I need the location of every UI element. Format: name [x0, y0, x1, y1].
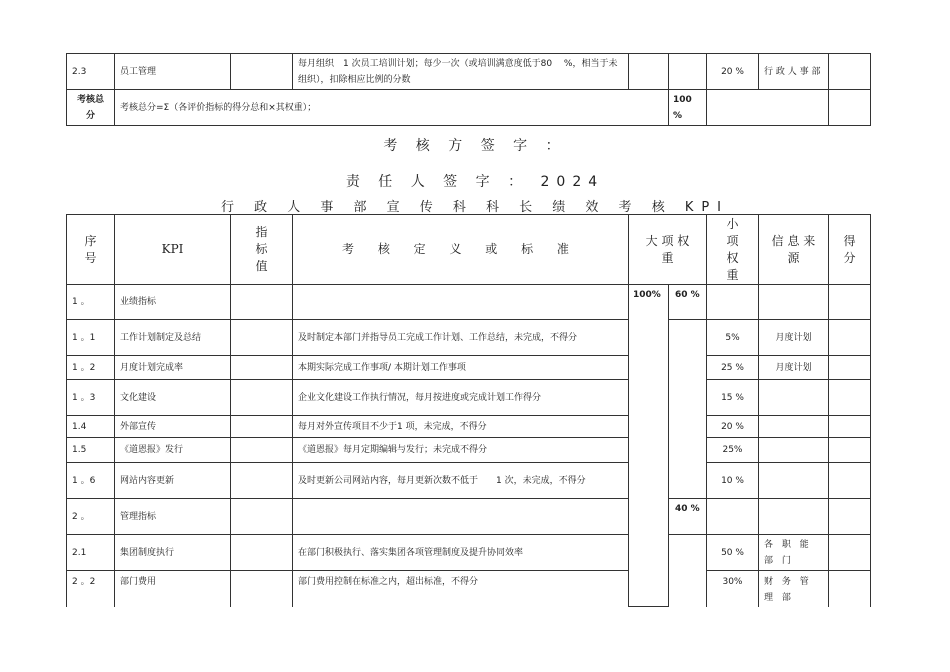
sub-weight: 60 % — [669, 285, 707, 320]
score-cell — [829, 320, 871, 356]
row-number: 2 。 — [67, 499, 115, 535]
kpi-definition: 每月组织 1 次员工培训计划；每少一次（或培训满意度低于80 %，相当于未组织），扣除相应比例的分数 — [293, 54, 629, 90]
kpi-table — [66, 214, 871, 607]
table-row — [67, 499, 871, 535]
sub-weight-blank — [669, 438, 707, 463]
total-row — [67, 90, 871, 126]
header-major-weight: 大 项 权 重 — [629, 215, 707, 285]
kpi-value — [231, 571, 293, 607]
kpi-name: 管理指标 — [115, 499, 231, 535]
kpi-value — [231, 54, 293, 90]
total-weight: 100 % — [669, 90, 707, 126]
row-number: 1 。 — [67, 285, 115, 320]
table-row — [67, 571, 871, 607]
kpi-definition: 及时更新公司网站内容，每月更新次数不低于 1 次，未完成，不得分 — [293, 463, 629, 499]
score-cell — [829, 416, 871, 438]
score-cell — [829, 438, 871, 463]
sub-weight-blank — [669, 356, 707, 380]
kpi-definition: 部门费用控制在标准之内，超出标准，不得分 — [293, 571, 629, 607]
row-number: 2.3 — [67, 54, 115, 90]
kpi-definition: 在部门积极执行、落实集团各项管理制度及提升协同效率 — [293, 535, 629, 571]
kpi-definition — [293, 499, 629, 535]
table-row — [67, 320, 871, 356]
header-source: 信 息 来 源 — [759, 215, 829, 285]
total-blank-1 — [707, 90, 829, 126]
kpi-value — [231, 320, 293, 356]
sub-weight-blank — [669, 380, 707, 416]
info-source — [759, 416, 829, 438]
table-row — [67, 54, 871, 90]
kpi-name: 《道恩报》发行 — [115, 438, 231, 463]
kpi-value — [231, 438, 293, 463]
header-minor-weight: 小项权重 — [707, 215, 759, 285]
info-source: 月度计划 — [759, 356, 829, 380]
row-number: 1.4 — [67, 416, 115, 438]
major-weight — [629, 54, 669, 90]
kpi-name: 网站内容更新 — [115, 463, 231, 499]
kpi-value — [231, 380, 293, 416]
info-source: 财 务 管 理 部 — [759, 571, 829, 607]
row-number: 1.5 — [67, 438, 115, 463]
info-source — [759, 438, 829, 463]
score-cell — [829, 571, 871, 607]
kpi-value — [231, 285, 293, 320]
kpi-name: 外部宣传 — [115, 416, 231, 438]
kpi-definition: 本期实际完成工作事项/ 本期计划工作事项 — [293, 356, 629, 380]
sub-weight-blank — [669, 320, 707, 356]
total-blank-2 — [829, 90, 871, 126]
info-source: 各 职 能 部 门 — [759, 535, 829, 571]
minor-weight: 5% — [707, 320, 759, 356]
table-row — [67, 285, 871, 320]
kpi-definition: 及时制定本部门并指导员工完成工作计划、工作总结，未完成，不得分 — [293, 320, 629, 356]
assessor-signature: 考 核 方 签 字 ： — [383, 138, 567, 154]
kpi-definition: 每月对外宣传项目不少于1 项，未完成，不得分 — [293, 416, 629, 438]
row-number: 2 。2 — [67, 571, 115, 607]
header-score: 得分 — [829, 215, 871, 285]
info-source — [759, 499, 829, 535]
score-cell — [829, 499, 871, 535]
info-source: 月度计划 — [759, 320, 829, 356]
kpi-definition — [293, 285, 629, 320]
minor-weight: 20 % — [707, 54, 759, 90]
sub-weight-blank — [669, 416, 707, 438]
sub-weight-blank — [669, 463, 707, 499]
sub-weight: 40 % — [669, 499, 707, 535]
table-row — [67, 463, 871, 499]
minor-weight: 25% — [707, 438, 759, 463]
kpi-name: 业绩指标 — [115, 285, 231, 320]
major-weight: 100% — [629, 285, 669, 607]
minor-weight: 15 % — [707, 380, 759, 416]
score-cell — [829, 285, 871, 320]
kpi-definition: 企业文化建设工作执行情况，每月按进度或完成计划工作得分 — [293, 380, 629, 416]
kpi-name: 月度计划完成率 — [115, 356, 231, 380]
minor-weight — [707, 499, 759, 535]
row-number: 1 。1 — [67, 320, 115, 356]
sub-weight-blank — [669, 535, 707, 571]
minor-weight: 50 % — [707, 535, 759, 571]
kpi-value — [231, 463, 293, 499]
row-number: 2.1 — [67, 535, 115, 571]
header-row — [67, 215, 871, 285]
score-cell — [829, 535, 871, 571]
kpi-name: 工作计划制定及总结 — [115, 320, 231, 356]
info-source — [759, 463, 829, 499]
minor-weight: 20 % — [707, 416, 759, 438]
score-cell — [829, 380, 871, 416]
table-row — [67, 356, 871, 380]
responsible-signature: 责 任 人 签 字 ： 2024 — [345, 174, 605, 190]
header-definition: 考 核 定 义 或 标 准 — [293, 215, 629, 285]
kpi-value — [231, 356, 293, 380]
info-source: 行 政 人 事 部 — [759, 54, 829, 90]
header-no: 序号 — [67, 215, 115, 285]
info-source — [759, 380, 829, 416]
minor-weight: 30% — [707, 571, 759, 607]
row-number: 1 。3 — [67, 380, 115, 416]
kpi-name: 文化建设 — [115, 380, 231, 416]
score-cell — [829, 463, 871, 499]
total-label: 考核总分 — [67, 90, 115, 126]
kpi-value — [231, 416, 293, 438]
kpi-definition: 《道恩报》每月定期编辑与发行；未完成不得分 — [293, 438, 629, 463]
info-source — [759, 285, 829, 320]
total-formula: 考核总分=Σ（各评价指标的得分总和×其权重）； — [115, 90, 669, 126]
score-cell — [829, 54, 871, 90]
header-kpi: KPI — [115, 215, 231, 285]
major-weight-blank — [669, 54, 707, 90]
row-number: 1 。6 — [67, 463, 115, 499]
minor-weight — [707, 285, 759, 320]
kpi-name: 部门费用 — [115, 571, 231, 607]
kpi-name: 集团制度执行 — [115, 535, 231, 571]
row-number: 1 。2 — [67, 356, 115, 380]
kpi-name: 员工管理 — [115, 54, 231, 90]
table-row — [67, 416, 871, 438]
score-cell — [829, 356, 871, 380]
minor-weight: 10 % — [707, 463, 759, 499]
table-row — [67, 380, 871, 416]
previous-kpi-table — [66, 53, 871, 126]
kpi-value — [231, 535, 293, 571]
kpi-value — [231, 499, 293, 535]
minor-weight: 25 % — [707, 356, 759, 380]
sub-weight-blank — [669, 571, 707, 607]
table-row — [67, 535, 871, 571]
table-row — [67, 438, 871, 463]
page-title: 行 政 人 事 部 宣 传 科 科 长 绩 效 考 核 KPI — [220, 200, 730, 215]
header-value: 指标值 — [231, 215, 293, 285]
